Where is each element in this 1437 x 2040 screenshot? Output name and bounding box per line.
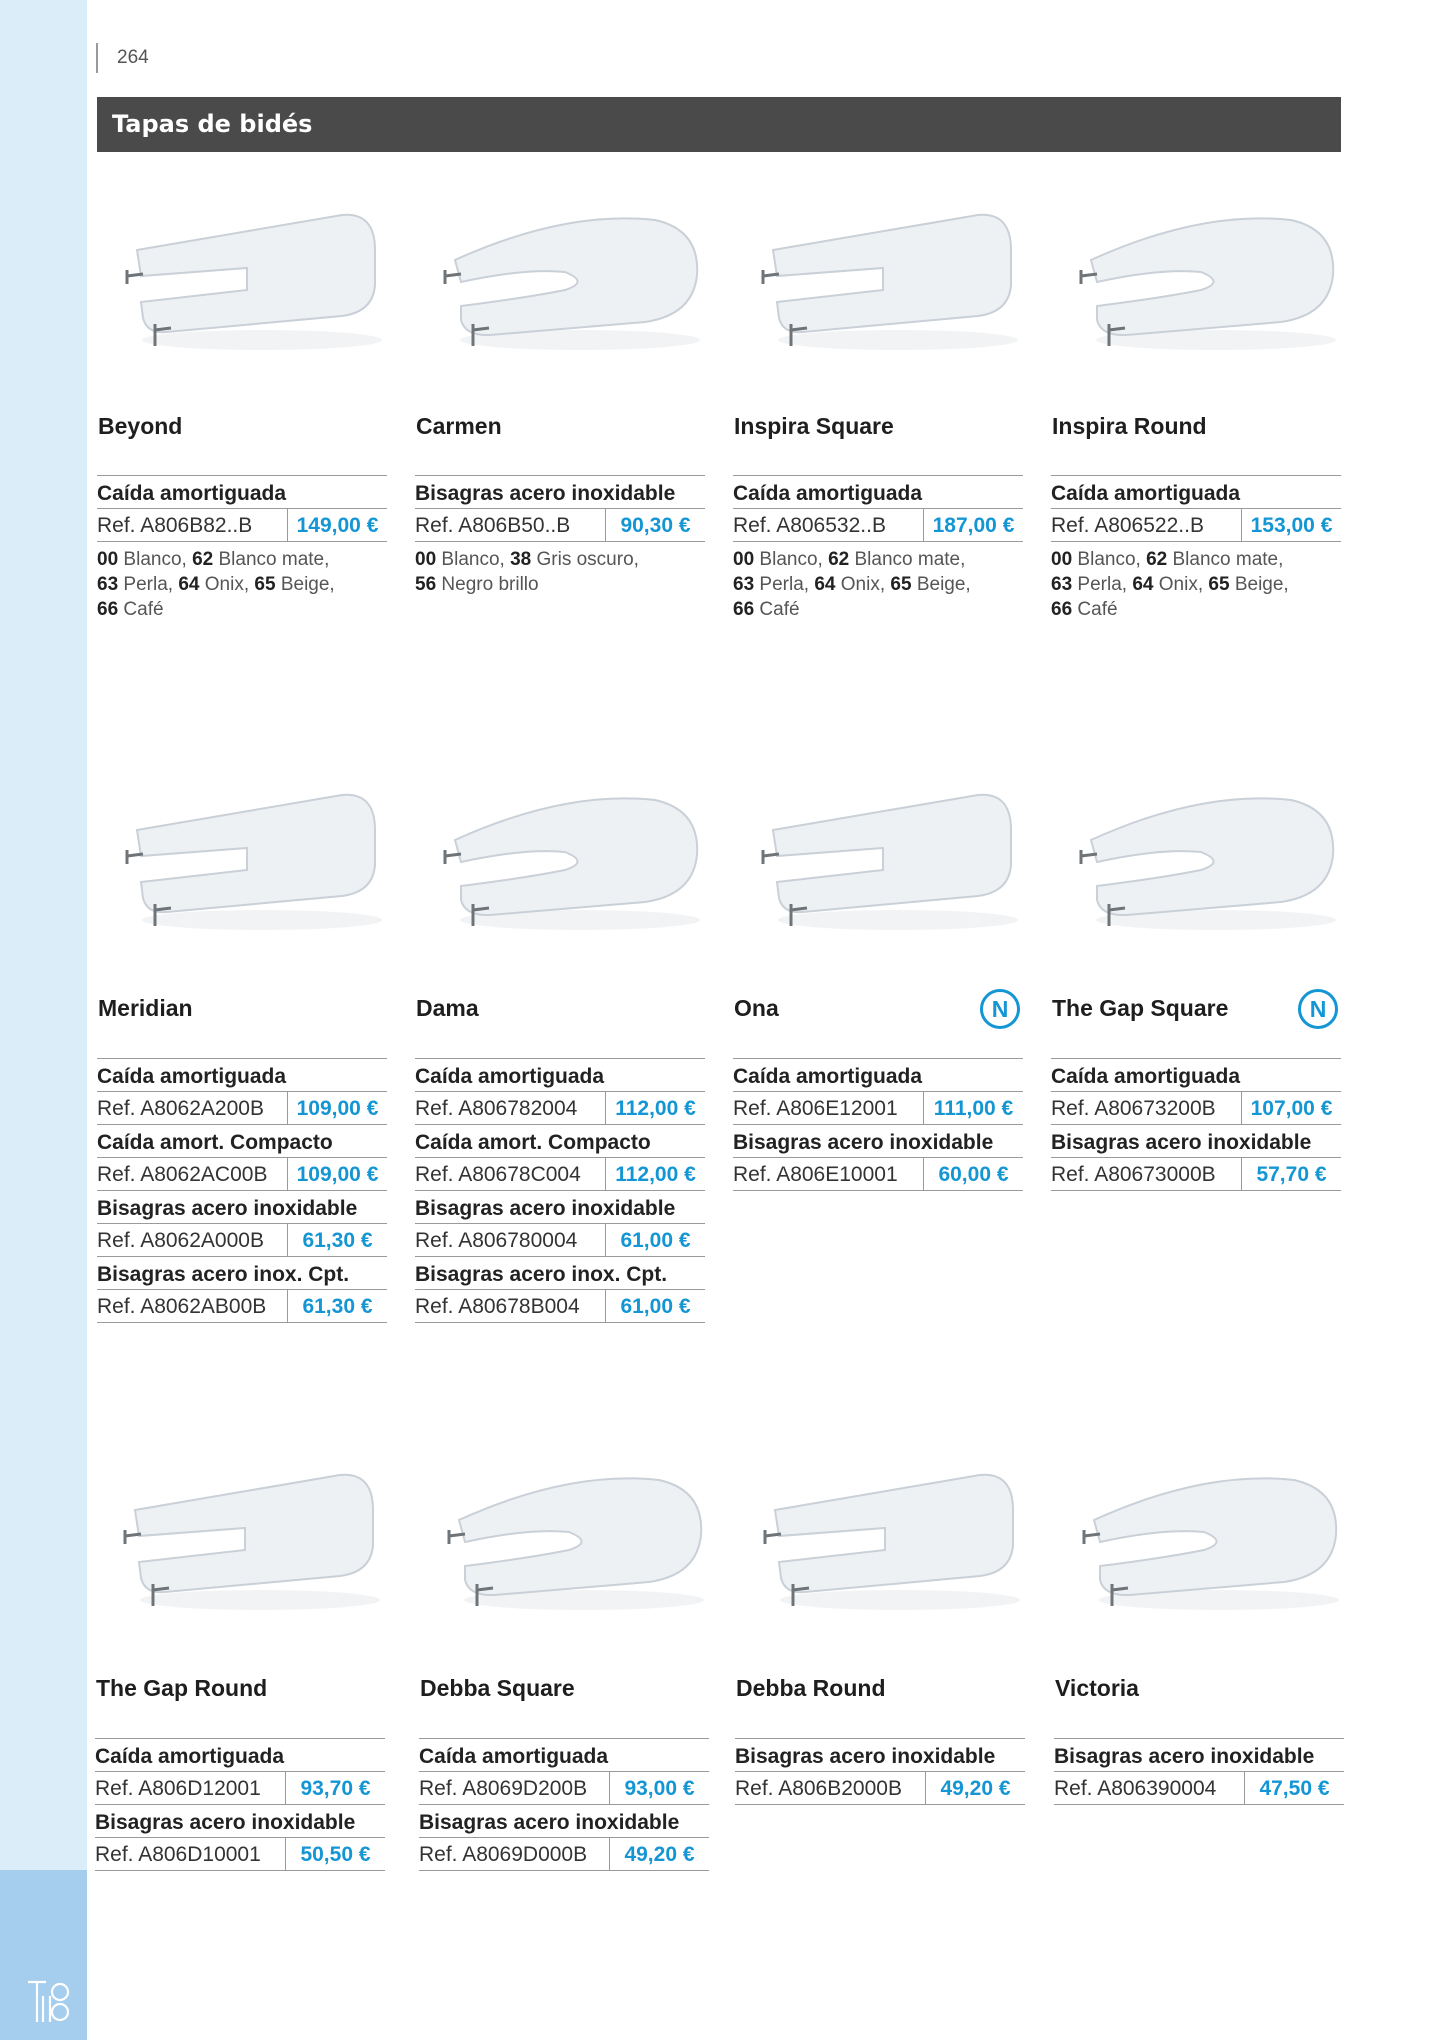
spec-list [97, 475, 387, 542]
color-code: 00 [97, 549, 119, 570]
spec-title: Bisagras acero inoxidable [95, 1805, 385, 1838]
spec-title: Bisagras acero inoxidable [415, 476, 705, 509]
reference-code: Ref. A806D12001 [95, 1777, 261, 1800]
product-name: Carmen [416, 413, 502, 439]
price: 149,00 € [287, 509, 387, 541]
reference-code: Ref. A806B50..B [415, 514, 571, 537]
spec-title: Bisagras acero inoxidable [419, 1805, 709, 1838]
spec-row [95, 1772, 385, 1805]
product-name: Debba Square [420, 1675, 575, 1701]
product-name: Beyond [98, 413, 183, 439]
spec-row [415, 1092, 705, 1125]
price: 112,00 € [605, 1158, 705, 1190]
new-badge: N [980, 989, 1020, 1029]
color-code: 00 [415, 549, 437, 570]
spec-title: Caída amortiguada [97, 1059, 387, 1092]
price: 153,00 € [1241, 509, 1341, 541]
reference-code: Ref. A806E10001 [733, 1163, 898, 1186]
color-name: Beige, [916, 574, 971, 595]
price: 61,00 € [605, 1290, 705, 1322]
spec-row [415, 509, 705, 542]
spec-row [97, 1290, 387, 1323]
spec-title: Bisagras acero inoxidable [1051, 1125, 1341, 1158]
spec-row [95, 1838, 385, 1871]
bidet-seat-image [735, 1450, 1025, 1640]
bidet-seat-image [733, 770, 1023, 960]
spec-title: Caída amortiguada [1051, 1059, 1341, 1092]
spec-title: Bisagras acero inox. Cpt. [97, 1257, 387, 1290]
page-number: 264 [117, 47, 149, 68]
color-name: Blanco, [441, 549, 505, 570]
spec-row [419, 1772, 709, 1805]
color-code: 66 [733, 599, 755, 620]
spec-title: Caída amortiguada [415, 1059, 705, 1092]
spec-row [97, 509, 387, 542]
color-name: Café [123, 599, 164, 620]
bidet-seat-image [97, 770, 387, 960]
color-code: 63 [733, 574, 755, 595]
spec-row [415, 1224, 705, 1257]
price: 49,20 € [609, 1838, 709, 1870]
reference-code: Ref. A8069D200B [419, 1777, 588, 1800]
price: 47,50 € [1244, 1772, 1344, 1804]
price: 93,70 € [285, 1772, 385, 1804]
color-name: Negro brillo [441, 574, 539, 595]
new-badge: N [1298, 989, 1338, 1029]
color-line [733, 597, 1023, 622]
color-options [97, 547, 387, 622]
price: 112,00 € [605, 1092, 705, 1124]
price: 49,20 € [925, 1772, 1025, 1804]
spec-list [95, 1738, 385, 1871]
reference-code: Ref. A8062A200B [97, 1097, 264, 1120]
spec-list [733, 1058, 1023, 1191]
reference-code: Ref. A806B82..B [97, 514, 253, 537]
color-line [97, 597, 387, 622]
bidet-seat-image [419, 1450, 709, 1640]
price: 107,00 € [1241, 1092, 1341, 1124]
spec-title: Caída amortiguada [1051, 476, 1341, 509]
page-number-divider [96, 43, 98, 73]
color-code: 62 [828, 549, 850, 570]
color-code: 38 [510, 549, 532, 570]
bidet-seat-image [1051, 190, 1341, 380]
product-name: Inspira Square [734, 413, 894, 439]
color-name: Perla, [123, 574, 174, 595]
color-code: 64 [814, 574, 836, 595]
price: 109,00 € [287, 1158, 387, 1190]
color-code: 63 [97, 574, 119, 595]
spec-title: Bisagras acero inoxidable [735, 1739, 1025, 1772]
bidet-seat-image [1054, 1450, 1344, 1640]
color-code: 65 [890, 574, 912, 595]
price: 187,00 € [923, 509, 1023, 541]
color-line [97, 572, 387, 597]
section-title: Tapas de bidés [112, 110, 313, 138]
reference-code: Ref. A806532..B [733, 514, 886, 537]
color-code: 65 [254, 574, 276, 595]
reference-code: Ref. A806D10001 [95, 1843, 261, 1866]
spec-title: Bisagras acero inoxidable [97, 1191, 387, 1224]
reference-code: Ref. A8062A000B [97, 1229, 264, 1252]
product-name: Ona [734, 995, 779, 1021]
color-options [733, 547, 1023, 622]
color-code: 00 [733, 549, 755, 570]
spec-title: Bisagras acero inoxidable [415, 1191, 705, 1224]
spec-title: Bisagras acero inox. Cpt. [415, 1257, 705, 1290]
spec-list [1051, 475, 1341, 542]
spec-title: Caída amortiguada [419, 1739, 709, 1772]
section-header [97, 97, 1341, 152]
color-name: Perla, [759, 574, 810, 595]
product-name: Dama [416, 995, 479, 1021]
color-name: Blanco mate, [854, 549, 966, 570]
color-name: Beige, [1234, 574, 1289, 595]
reference-code: Ref. A80678C004 [415, 1163, 581, 1186]
color-name: Blanco, [1077, 549, 1141, 570]
spec-list [415, 475, 705, 542]
color-code: 64 [1132, 574, 1154, 595]
product-name: The Gap Square [1052, 995, 1229, 1021]
color-line [733, 572, 1023, 597]
spec-title: Caída amortiguada [95, 1739, 385, 1772]
reference-code: Ref. A8062AC00B [97, 1163, 268, 1186]
spec-row [733, 509, 1023, 542]
spec-title: Bisagras acero inoxidable [733, 1125, 1023, 1158]
price: 61,00 € [605, 1224, 705, 1256]
reference-code: Ref. A80678B004 [415, 1295, 580, 1318]
bidet-seat-image [415, 770, 705, 960]
spec-title: Caída amort. Compacto [97, 1125, 387, 1158]
product-name: The Gap Round [96, 1675, 268, 1701]
price: 61,30 € [287, 1290, 387, 1322]
color-name: Onix, [204, 574, 250, 595]
price: 61,30 € [287, 1224, 387, 1256]
color-name: Café [759, 599, 800, 620]
spec-title: Caída amortiguada [733, 476, 1023, 509]
price: 90,30 € [605, 509, 705, 541]
color-name: Blanco, [123, 549, 187, 570]
reference-code: Ref. A806522..B [1051, 514, 1204, 537]
spec-list [1051, 1058, 1341, 1191]
spec-row [97, 1224, 387, 1257]
bidet-seat-image [1051, 770, 1341, 960]
spec-row [97, 1158, 387, 1191]
spec-title: Bisagras acero inoxidable [1054, 1739, 1344, 1772]
reference-code: Ref. A806782004 [415, 1097, 578, 1120]
color-name: Onix, [1158, 574, 1204, 595]
spec-list [735, 1738, 1025, 1805]
color-code: 64 [178, 574, 200, 595]
color-name: Beige, [280, 574, 335, 595]
color-code: 62 [192, 549, 214, 570]
color-line [1051, 547, 1341, 572]
price: 93,00 € [609, 1772, 709, 1804]
color-code: 65 [1208, 574, 1230, 595]
color-code: 66 [97, 599, 119, 620]
color-name: Gris oscuro, [536, 549, 639, 570]
reference-code: Ref. A806E12001 [733, 1097, 898, 1120]
spec-row [97, 1092, 387, 1125]
price: 111,00 € [923, 1092, 1023, 1124]
color-code: 63 [1051, 574, 1073, 595]
color-line [1051, 597, 1341, 622]
bidet-seat-image [97, 190, 387, 380]
spec-list [419, 1738, 709, 1871]
spec-list [97, 1058, 387, 1323]
spec-row [735, 1772, 1025, 1805]
spec-title: Caída amortiguada [733, 1059, 1023, 1092]
spec-title: Caída amort. Compacto [415, 1125, 705, 1158]
price: 109,00 € [287, 1092, 387, 1124]
color-name: Café [1077, 599, 1118, 620]
color-name: Blanco mate, [1172, 549, 1284, 570]
product-name: Meridian [98, 995, 193, 1021]
color-code: 56 [415, 574, 437, 595]
spec-row [415, 1290, 705, 1323]
reference-code: Ref. A80673200B [1051, 1097, 1216, 1120]
reference-code: Ref. A80673000B [1051, 1163, 1216, 1186]
spec-row [1051, 1092, 1341, 1125]
price: 57,70 € [1241, 1158, 1341, 1190]
color-code: 00 [1051, 549, 1073, 570]
spec-row [1054, 1772, 1344, 1805]
color-name: Blanco mate, [218, 549, 330, 570]
reference-code: Ref. A806780004 [415, 1229, 578, 1252]
reference-code: Ref. A8069D000B [419, 1843, 588, 1866]
color-name: Blanco, [759, 549, 823, 570]
color-line [415, 547, 705, 572]
bidet-seat-image [415, 190, 705, 380]
color-line [415, 572, 705, 597]
color-line [1051, 572, 1341, 597]
color-code: 66 [1051, 599, 1073, 620]
spec-row [733, 1158, 1023, 1191]
spec-list [733, 475, 1023, 542]
spec-row [419, 1838, 709, 1871]
price: 50,50 € [285, 1838, 385, 1870]
color-line [733, 547, 1023, 572]
product-name: Debba Round [736, 1675, 886, 1701]
color-options [415, 547, 705, 597]
spec-row [1051, 1158, 1341, 1191]
brand-logo-icon [26, 1978, 70, 2024]
color-line [97, 547, 387, 572]
spec-list [1054, 1738, 1344, 1805]
side-strip [0, 0, 87, 1870]
reference-code: Ref. A806390004 [1054, 1777, 1217, 1800]
color-name: Perla, [1077, 574, 1128, 595]
color-name: Onix, [840, 574, 886, 595]
reference-code: Ref. A806B2000B [735, 1777, 902, 1800]
reference-code: Ref. A8062AB00B [97, 1295, 267, 1318]
bidet-seat-image [95, 1450, 385, 1640]
price: 60,00 € [923, 1158, 1023, 1190]
product-name: Inspira Round [1052, 413, 1207, 439]
spec-row [415, 1158, 705, 1191]
spec-row [733, 1092, 1023, 1125]
spec-list [415, 1058, 705, 1323]
color-options [1051, 547, 1341, 622]
spec-row [1051, 509, 1341, 542]
color-code: 62 [1146, 549, 1168, 570]
bidet-seat-image [733, 190, 1023, 380]
product-name: Victoria [1055, 1675, 1139, 1701]
spec-title: Caída amortiguada [97, 476, 387, 509]
